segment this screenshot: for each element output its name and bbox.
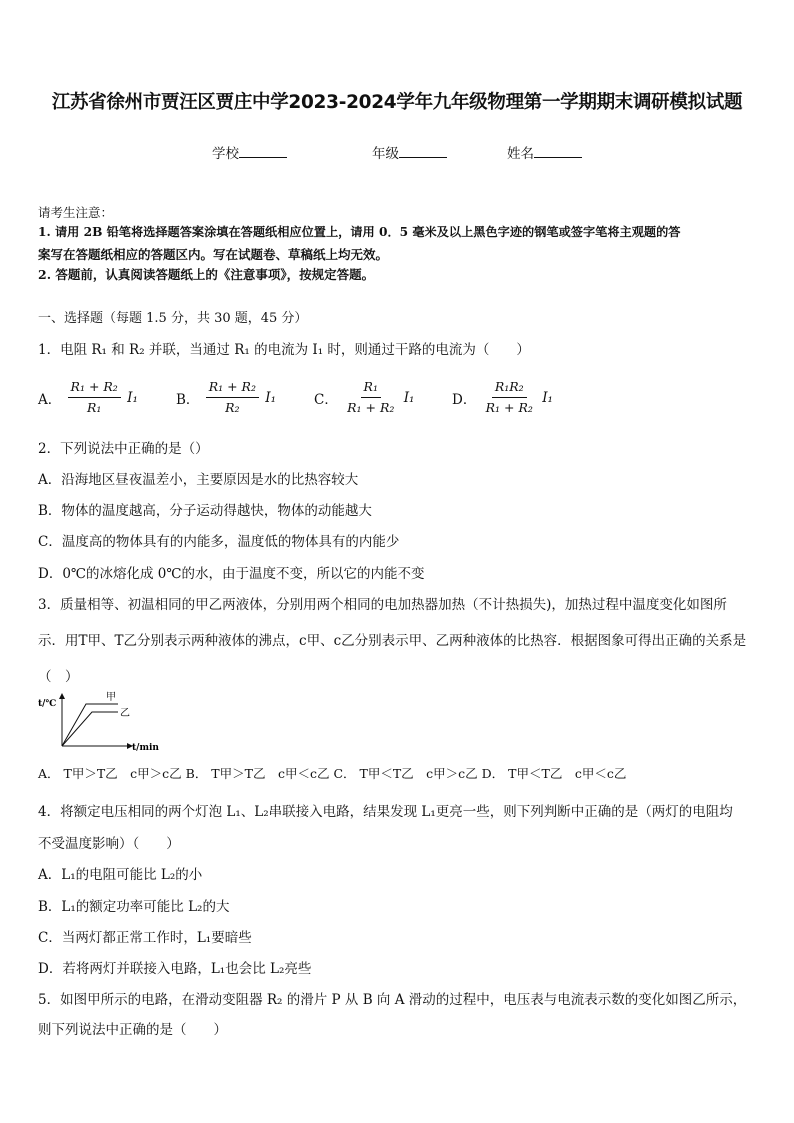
q1-option-tail: I₁	[265, 389, 277, 406]
graph-x-label: t/min	[132, 743, 159, 752]
grade-label: 年级	[372, 146, 399, 162]
notice-line-1a: 1. 请用 2B 铅笔将选择题答案涂填在答题纸相应位置上，请用 0．5 毫米及以上黑色字迹的钢笔或签字笔将主观题的答	[38, 225, 681, 239]
school-blank[interactable]	[239, 145, 287, 158]
fraction-denominator: R₁ + R₂	[347, 400, 395, 415]
graph-y-label: t/℃	[38, 699, 57, 709]
q5-line-2: 则下列说法中正确的是（ ）	[38, 1022, 227, 1038]
fraction	[344, 378, 397, 417]
q4-option-a[interactable]: A．L₁的电阻可能比 L₂的小	[38, 867, 203, 883]
grade-field[interactable]	[372, 142, 447, 162]
graph-curve-jia	[62, 704, 118, 746]
fraction-numerator: R₁R₂	[492, 378, 527, 398]
q3-line-2: 示．用T甲、T乙分别表示两种液体的沸点，c甲、c乙分别表示甲、乙两种液体的比热容．根据图象可得出正确的关系是	[38, 633, 747, 649]
q2-option-d[interactable]: D．0℃的冰熔化成 0℃的水，由于温度不变，所以它的内能不变	[38, 566, 425, 582]
q1-option-d[interactable]	[452, 378, 553, 417]
q1-option-c[interactable]	[314, 378, 414, 417]
graph-curve-yi	[62, 712, 118, 746]
fraction	[483, 378, 536, 417]
q1-option-label: B．	[176, 391, 200, 408]
page-title: 江苏省徐州市贾汪区贾庄中学2023-2024学年九年级物理第一学期期末调研模拟试题	[51, 92, 743, 113]
q1-option-tail: I₁	[542, 389, 553, 406]
q1-option-b[interactable]	[176, 378, 276, 417]
q1-option-a[interactable]	[38, 378, 138, 417]
q1-option-label: C．	[314, 391, 338, 408]
fraction-numerator: R₁ + R₂	[68, 378, 121, 398]
notice-line-1b: 案写在答题纸相应的答题区内。写在试题卷、草稿纸上均无效。	[38, 247, 389, 262]
q1-option-tail: I₁	[403, 389, 415, 406]
fraction	[206, 378, 259, 417]
q4-option-c[interactable]: C．当两灯都正常工作时，L₁要暗些	[38, 930, 252, 946]
name-blank[interactable]	[534, 145, 582, 158]
q3-line-3: （ ）	[38, 669, 79, 685]
q4-option-d[interactable]: D．若将两灯并联接入电路，L₁也会比 L₂亮些	[38, 961, 312, 977]
section-heading: 一、选择题（每题 1.5 分，共 30 题，45 分）	[38, 311, 308, 326]
q1-option-label: A．	[38, 391, 62, 408]
fraction-denominator: R₁ + R₂	[485, 400, 533, 415]
q4-option-b[interactable]: B．L₁的额定功率可能比 L₂的大	[38, 899, 230, 915]
grade-blank[interactable]	[399, 145, 447, 158]
fraction-numerator: R₁	[361, 378, 381, 398]
q2-option-a[interactable]: A．沿海地区昼夜温差小，主要原因是水的比热容较大	[38, 472, 359, 488]
q1-option-label: D．	[452, 391, 477, 408]
graph-label-jia: 甲	[106, 692, 116, 703]
q5-line-1: 5．如图甲所示的电路，在滑动变阻器 R₂ 的滑片 P 从 B 向 A 滑动的过程中，电压表与电流表示数的变化如图乙所示，	[38, 992, 747, 1008]
name-field[interactable]	[507, 142, 582, 162]
notice-line-2: 2. 答题前，认真阅读答题纸上的《注意事项》，按规定答题。	[38, 267, 375, 282]
school-label: 学校	[212, 146, 239, 162]
q4-line-2: 不受温度影响）（ ）	[38, 836, 180, 852]
q2-stem: 2．下列说法中正确的是（）	[38, 441, 209, 457]
fraction	[68, 378, 121, 417]
fraction-denominator: R₂	[225, 400, 240, 415]
fraction-denominator: R₁	[86, 400, 102, 415]
q4-line-1: 4．将额定电压相同的两个灯泡 L₁、L₂串联接入电路，结果发现 L₁更亮一些，则下列判断中正确的是（两灯的电阻均	[38, 804, 733, 820]
notice-heading: 请考生注意：	[38, 205, 114, 220]
fraction-numerator: R₁ + R₂	[206, 378, 259, 398]
q3-options[interactable]: A． T甲＞T乙 c甲＞c乙 B． T甲＞T乙 c甲＜c乙 C． T甲＜T乙 c甲＞c乙 D． T甲＜T乙 c甲＜c乙	[38, 766, 627, 781]
graph-label-yi: 乙	[120, 708, 130, 719]
q2-option-c[interactable]: C．温度高的物体具有的内能多，温度低的物体具有的内能少	[38, 534, 400, 550]
q3-temperature-graph	[36, 688, 166, 752]
q1-stem: 1．电阻 R₁ 和 R₂ 并联，当通过 R₁ 的电流为 I₁ 时，则通过干路的电流为（ ）	[38, 342, 530, 358]
school-field[interactable]	[212, 142, 287, 162]
q3-line-1: 3．质量相等、初温相同的甲乙两液体，分别用两个相同的电加热器加热（不计热损失)，加热过程中温度变化如图所	[38, 597, 727, 613]
name-label: 姓名	[507, 146, 534, 162]
q1-option-tail: I₁	[127, 389, 138, 406]
q2-option-b[interactable]: B．物体的温度越高，分子运动得越快，物体的动能越大	[38, 503, 372, 519]
